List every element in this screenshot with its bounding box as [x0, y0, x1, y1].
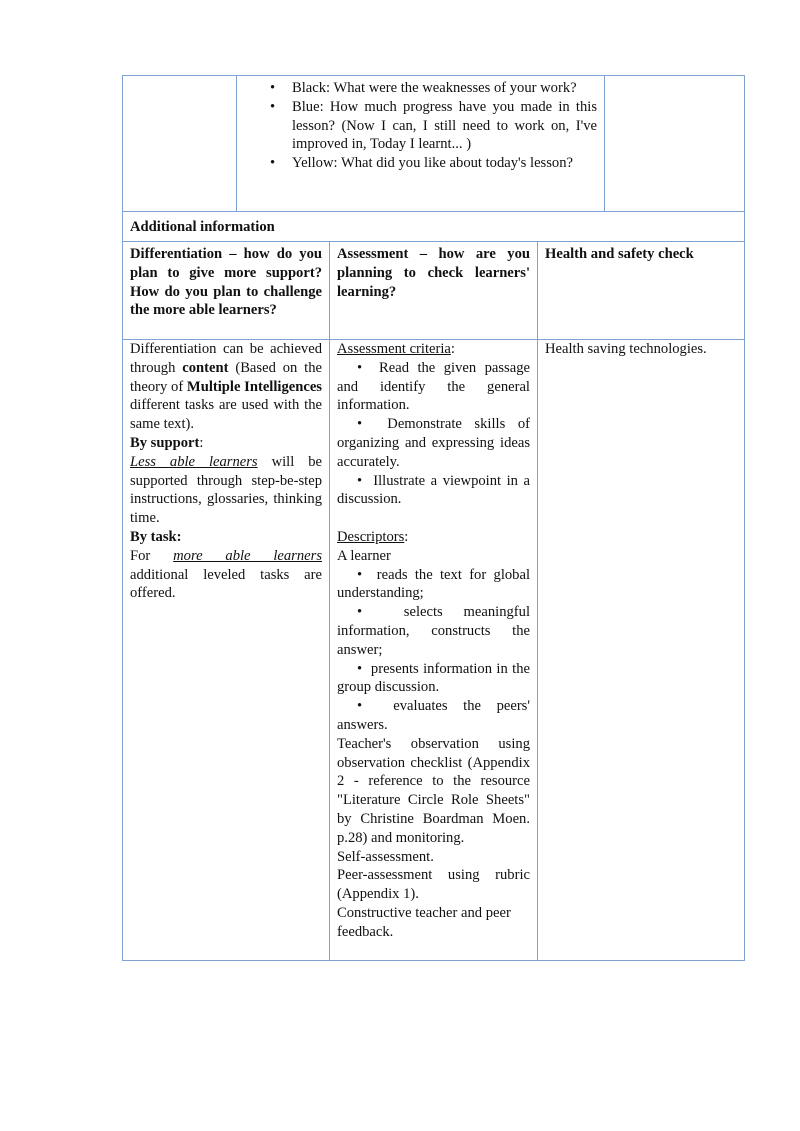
list-item: • reads the text for global understanding; [337, 566, 531, 602]
list-item: • Demonstrate skills of organizing and expressing ideas accurately. [337, 416, 530, 470]
list-item: • Read the given passage and identify the general information. [337, 359, 530, 414]
feedback-text: Constructive teacher and peer feedback. [337, 904, 511, 940]
differentiation-header: Differentiation – how do you plan to give more support? How do you plan to challenge the more able learners? [130, 246, 322, 319]
list-item: • Black: What were the weaknesses of your work? [270, 80, 577, 96]
support-text: Less able learners will be supported through step-be-step instructions, glossaries, thinking time. [130, 453, 322, 527]
criteria-title: Assessment criteria: [337, 341, 455, 357]
list-item: • selects meaningful information, constructs the answer; [337, 604, 531, 658]
peer-assessment-text: Peer-assessment using rubric (Appendix 1). [337, 867, 530, 903]
row-divider [122, 241, 745, 242]
descriptors-title: Descriptors: [337, 528, 409, 545]
table-divider [604, 75, 605, 212]
list-item: • Blue: How much progress have you made in this lesson? (Now I can, I still need to work on, I've improved in, Today I learnt... ) [270, 98, 597, 153]
differentiation-content-paragraph: Differentiation can be achieved through content (Based on the theory of Multiple Intelligences different tasks are used with the same text). [130, 341, 322, 433]
observation-text: Teacher's observation using observation checklist (Appendix 2 - reference to the resource "Literature Circle Role Sheets" by Christine Boardman Moen. p.28) and monitoring. [337, 735, 530, 846]
assessment-header: Assessment – how are you planning to check learners' learning? [337, 246, 530, 300]
health-header: Health and safety check [545, 246, 694, 262]
assessment-cell [337, 340, 530, 942]
additional-info-title: Additional information [130, 219, 275, 235]
spacer [337, 509, 530, 528]
health-cell: Health saving technologies. [545, 341, 707, 357]
list-item: • evaluates the peers' answers. [337, 698, 530, 733]
by-task-title: By task: [130, 528, 182, 545]
self-assessment-text: Self-assessment. [337, 848, 434, 865]
learner-label: A learner [337, 547, 391, 564]
reflection-cell [270, 79, 597, 173]
column-divider [329, 241, 330, 961]
list-item: • presents information in the group discussion. [337, 660, 530, 696]
task-text: For more able learners additional leveled tasks are offered. [130, 547, 322, 602]
differentiation-cell [130, 340, 322, 603]
list-item: • Yellow: What did you like about today's lesson? [270, 155, 573, 172]
by-support-paragraph: By support: [130, 434, 204, 451]
list-item: • Illustrate a viewpoint in a discussion. [337, 472, 531, 508]
column-divider [537, 241, 538, 961]
table-divider [236, 75, 237, 212]
